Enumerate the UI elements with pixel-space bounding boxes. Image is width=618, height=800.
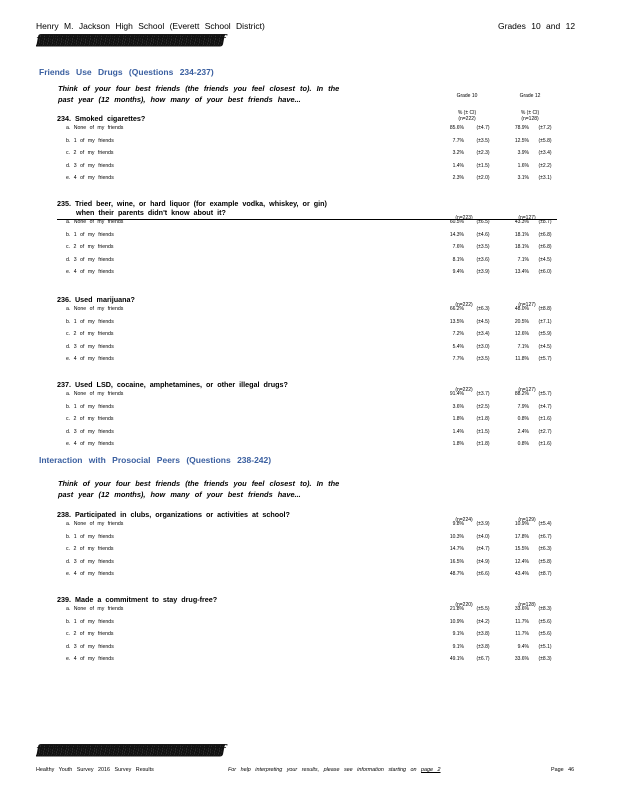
grade-12-ci-header	[507, 110, 553, 122]
n-count: (n=127)	[518, 387, 536, 393]
grade-12-percent: 7.1%	[517, 343, 529, 350]
table-row	[0, 559, 618, 569]
grade-10-percent: 8.1%	[452, 256, 464, 263]
answer-option-label: c. 2 of my friends	[66, 416, 114, 423]
table-row	[0, 391, 618, 401]
question-text: 239. Made a commitment to stay drug-free?	[57, 595, 218, 604]
grade-12-percent: 12.5%	[514, 137, 529, 144]
grade-12-percent: 18.1%	[514, 231, 529, 238]
table-row	[0, 404, 618, 414]
table-row	[0, 219, 618, 229]
answer-option-label: e. 4 of my friends	[66, 269, 114, 276]
grade-10-ci: (±3.9)	[476, 521, 490, 527]
n-count: (n=223)	[455, 215, 473, 221]
n-count: (n=127)	[518, 302, 536, 308]
grade-12-ci: (±5.8)	[538, 558, 552, 565]
grade-10-ci: (±2.3)	[476, 150, 490, 157]
grade-10-percent: 7.6%	[452, 244, 464, 251]
grade-12-percent: 33.6%	[514, 656, 529, 663]
grade-12-percent: 0.8%	[517, 441, 529, 448]
grade-10-ci: (±3.8)	[476, 631, 490, 638]
answer-option-label: d. 3 of my friends	[66, 643, 114, 650]
table-row	[0, 244, 618, 254]
grade-12-percent: 3.1%	[517, 175, 529, 182]
answer-option-label: c. 2 of my friends	[66, 631, 114, 638]
answer-option-label: d. 3 of my friends	[66, 428, 114, 435]
grade-10-ci: (±1.5)	[476, 428, 490, 435]
n-count: (n=128)	[518, 602, 536, 608]
answer-option-label: a. None of my friends	[66, 391, 124, 397]
grade-12-ci: (±3.1)	[538, 175, 552, 182]
grade-10-header: Grade 10	[456, 93, 478, 99]
ci-label: % (± CI)	[457, 110, 477, 116]
grade-12-ci: (±8.3)	[538, 656, 552, 663]
grade-12-ci: (±6.3)	[538, 546, 552, 553]
n-count: (n=220)	[455, 602, 473, 608]
n-count: (n=222)	[455, 387, 473, 393]
footer-help-label: For help interpreting your results, please see information starting on	[228, 767, 417, 773]
grade-10-ci: (±2.5)	[476, 403, 490, 410]
grade-12-ci: (±6.0)	[538, 269, 552, 276]
grade-10-percent: 9.4%	[452, 269, 464, 276]
grade-10-percent: 10.3%	[449, 533, 464, 540]
grade-12-ci: (±4.5)	[538, 256, 552, 263]
table-row	[0, 356, 618, 366]
n-count: (n=127)	[518, 215, 536, 221]
grade-12-ci: (±1.6)	[538, 441, 552, 448]
table-row	[0, 125, 618, 135]
grade-10-percent: 49.1%	[449, 656, 464, 663]
grade-10-percent: 85.6%	[449, 125, 464, 131]
grade-10-percent: 9.8%	[452, 521, 464, 527]
n-count: (n=128)	[521, 116, 539, 122]
report-header-grades: Grades 10 and 12	[498, 21, 576, 31]
grade-12-ci: (±5.8)	[538, 137, 552, 144]
grade-10-percent: 91.4%	[449, 391, 464, 397]
footer-page-number: Page 46	[551, 767, 575, 773]
grade-12-ci: (±5.7)	[538, 391, 552, 397]
section-title-prosocial-peers: Interaction with Prosocial Peers (Questions 238-242)	[39, 455, 272, 465]
grade-10-percent: 3.6%	[452, 403, 464, 410]
grade-12-percent: 88.2%	[514, 391, 529, 397]
grade-12-ci: (±8.7)	[538, 219, 552, 225]
answer-option-label: c. 2 of my friends	[66, 546, 114, 553]
grade-12-ci: (±7.2)	[538, 125, 552, 131]
table-row	[0, 521, 618, 531]
grade-12-percent: 48.0%	[514, 306, 529, 312]
grade-10-percent: 7.7%	[452, 137, 464, 144]
grade-12-ci: (±5.1)	[538, 643, 552, 650]
grade-10-ci: (±3.0)	[476, 343, 490, 350]
answer-option-label: a. None of my friends	[66, 125, 124, 131]
question-text: 237. Used LSD, cocaine, amphetamines, or other illegal drugs?	[57, 380, 288, 389]
answer-option-label: b. 1 of my friends	[66, 137, 114, 144]
grade-10-ci: (±3.4)	[476, 331, 490, 338]
table-row	[0, 138, 618, 148]
grade-12-ci: (±2.2)	[538, 162, 552, 169]
grade-12-percent: 0.8%	[517, 416, 529, 423]
answer-option-label: a. None of my friends	[66, 219, 124, 225]
n-count: (n=222)	[455, 302, 473, 308]
grade-12-percent: 11.7%	[515, 618, 529, 625]
grade-10-ci: (±3.5)	[476, 137, 490, 144]
answer-option-label: e. 4 of my friends	[66, 441, 114, 448]
grade-12-percent: 43.4%	[514, 571, 529, 578]
grade-10-percent: 2.3%	[452, 175, 464, 182]
grade-12-ci: (±5.4)	[538, 521, 552, 527]
grade-12-percent: 7.1%	[517, 256, 529, 263]
answer-option-label: d. 3 of my friends	[66, 162, 114, 169]
table-row	[0, 644, 618, 654]
grade-10-percent: 14.3%	[449, 231, 464, 238]
grade-10-ci: (±6.3)	[476, 306, 490, 312]
grade-12-percent: 12.4%	[514, 558, 529, 565]
question-text: 238. Participated in clubs, organizations or activities at school?	[57, 510, 290, 519]
table-row	[0, 546, 618, 556]
decorative-rule-top: ƒƒƒƒƒƒƒƒƒƒƒƒƒƒƒƒƒƒƒƒƒƒƒƒƒƒƒƒƒƒƒƒƒƒƒƒƒƒƒƒƒƒƒƒƒƒƒƒƒƒƒƒƒƒƒƒƒƒƒƒƒƒƒƒƒƒƒƒƒƒƒƒƒƒƒƒƒƒƒƒƒƒƒƒƒ	[36, 33, 223, 48]
grade-12-percent: 78.9%	[514, 125, 529, 131]
grade-10-ci: (±4.5)	[476, 318, 490, 325]
grade-12-ci: (±4.5)	[538, 343, 552, 350]
grade-10-percent: 7.7%	[452, 356, 464, 363]
grade-12-ci: (±5.9)	[538, 331, 552, 338]
answer-option-label: b. 1 of my friends	[66, 318, 114, 325]
grade-10-percent: 3.2%	[452, 150, 464, 157]
section-intro	[58, 478, 388, 500]
grade-12-percent: 7.9%	[517, 403, 529, 410]
grade-10-ci-header	[444, 110, 490, 122]
grade-10-percent: 1.4%	[452, 428, 464, 435]
answer-option-label: c. 2 of my friends	[66, 331, 114, 338]
answer-option-label: a. None of my friends	[66, 306, 124, 312]
grade-12-percent: 3.9%	[517, 150, 529, 157]
table-row	[0, 571, 618, 581]
table-row	[0, 175, 618, 185]
answer-option-label: b. 1 of my friends	[66, 533, 114, 540]
grade-12-percent: 12.6%	[514, 331, 529, 338]
grade-10-percent: 10.9%	[449, 618, 464, 625]
answer-option-label: d. 3 of my friends	[66, 256, 114, 263]
grade-10-percent: 9.1%	[452, 631, 464, 638]
n-count: (n=224)	[455, 517, 473, 523]
grade-10-ci: (±2.0)	[476, 175, 490, 182]
table-row	[0, 257, 618, 267]
footer-page-link[interactable]: page 2	[421, 767, 441, 773]
grade-10-ci: (±4.6)	[476, 231, 490, 238]
answer-option-label: b. 1 of my friends	[66, 231, 114, 238]
table-row	[0, 416, 618, 426]
report-header-school: Henry M. Jackson High School (Everett School District)	[36, 21, 265, 31]
grade-12-percent: 15.5%	[514, 546, 529, 553]
grade-10-ci: (±1.5)	[476, 162, 490, 169]
grade-12-percent: 17.8%	[514, 533, 529, 540]
grade-10-percent: 60.5%	[449, 219, 464, 225]
grade-12-header: Grade 12	[519, 93, 541, 99]
table-row	[0, 441, 618, 451]
question-text: 236. Used marijuana?	[57, 295, 135, 304]
grade-12-ci: (±5.6)	[538, 618, 552, 625]
intro-line: past year (12 months), how many of your best friends have...	[58, 490, 301, 499]
grade-10-ci: (±4.7)	[476, 125, 490, 131]
grade-10-ci: (±3.8)	[476, 643, 490, 650]
grade-12-ci: (±6.8)	[538, 231, 552, 238]
table-row	[0, 319, 618, 329]
grade-12-ci: (±5.7)	[538, 356, 552, 363]
grade-10-percent: 21.8%	[449, 606, 464, 612]
table-row	[0, 269, 618, 279]
grade-12-ci: (±1.6)	[538, 416, 552, 423]
grade-12-percent: 9.4%	[517, 643, 529, 650]
grade-10-percent: 16.5%	[449, 558, 464, 565]
intro-line: Think of your four best friends (the friends you feel closest to). In the	[58, 84, 340, 93]
table-row	[0, 606, 618, 616]
answer-option-label: e. 4 of my friends	[66, 656, 114, 663]
table-row	[0, 331, 618, 341]
answer-option-label: d. 3 of my friends	[66, 343, 114, 350]
table-row	[0, 429, 618, 439]
grade-12-ci: (±3.4)	[538, 150, 552, 157]
grade-10-ci: (±3.5)	[476, 356, 490, 363]
section-intro	[58, 83, 388, 105]
grade-12-percent: 43.3%	[514, 219, 529, 225]
grade-10-percent: 7.2%	[452, 331, 464, 338]
table-row	[0, 306, 618, 316]
table-row	[0, 534, 618, 544]
grade-10-ci: (±3.9)	[476, 269, 490, 276]
question-text: 235. Tried beer, wine, or hard liquor (for example vodka, whiskey, or gin)	[57, 199, 327, 208]
footer-survey-name: Healthy Youth Survey 2016 Survey Results	[36, 767, 154, 773]
answer-option-label: e. 4 of my friends	[66, 356, 114, 363]
answer-option-label: e. 4 of my friends	[66, 571, 114, 578]
answer-option-label: c. 2 of my friends	[66, 150, 114, 157]
answer-option-label: a. None of my friends	[66, 521, 124, 527]
table-row	[0, 631, 618, 641]
grade-12-percent: 1.6%	[517, 162, 529, 169]
intro-line: past year (12 months), how many of your best friends have...	[58, 95, 301, 104]
grade-10-ci: (±6.6)	[476, 571, 490, 578]
grade-12-percent: 20.5%	[514, 318, 529, 325]
table-row	[0, 232, 618, 242]
grade-12-percent: 13.4%	[514, 269, 529, 276]
grade-12-ci: (±5.6)	[538, 631, 552, 638]
grade-10-ci: (±1.8)	[476, 416, 490, 423]
grade-12-percent: 10.9%	[514, 521, 529, 527]
grade-10-ci: (±4.0)	[476, 533, 490, 540]
grade-12-ci: (±6.8)	[538, 244, 552, 251]
grade-10-ci: (±4.7)	[476, 546, 490, 553]
grade-12-ci: (±8.8)	[538, 306, 552, 312]
table-row	[0, 344, 618, 354]
answer-option-label: b. 1 of my friends	[66, 618, 114, 625]
ci-label: % (± CI)	[520, 110, 540, 116]
footer-help-text	[228, 767, 441, 773]
section-title-friends-use-drugs: Friends Use Drugs (Questions 234-237)	[39, 67, 214, 77]
grade-10-ci: (±3.5)	[476, 244, 490, 251]
grade-10-percent: 14.7%	[449, 546, 464, 553]
decorative-rule-bottom: ƒƒƒƒƒƒƒƒƒƒƒƒƒƒƒƒƒƒƒƒƒƒƒƒƒƒƒƒƒƒƒƒƒƒƒƒƒƒƒƒƒƒƒƒƒƒƒƒƒƒƒƒƒƒƒƒƒƒƒƒƒƒƒƒƒƒƒƒƒƒƒƒƒƒƒƒƒƒƒƒƒƒƒƒƒ	[36, 743, 223, 758]
table-row	[0, 163, 618, 173]
grade-10-percent: 1.8%	[452, 441, 464, 448]
answer-option-label: c. 2 of my friends	[66, 244, 114, 251]
grade-12-ci: (±6.7)	[538, 533, 552, 540]
grade-10-percent: 1.4%	[452, 162, 464, 169]
grade-12-ci: (±8.7)	[538, 571, 552, 578]
grade-10-ci: (±6.7)	[476, 656, 490, 663]
answer-option-label: a. None of my friends	[66, 606, 124, 612]
n-count: (n=129)	[518, 517, 536, 523]
grade-10-percent: 13.5%	[449, 318, 464, 325]
grade-10-percent: 1.8%	[452, 416, 464, 423]
grade-10-ci: (±4.9)	[476, 558, 490, 565]
grade-12-percent: 33.6%	[514, 606, 529, 612]
question-text: when their parents didn't know about it?	[76, 208, 226, 217]
grade-10-percent: 48.7%	[449, 571, 464, 578]
grade-10-percent: 5.4%	[452, 343, 464, 350]
grade-10-percent: 9.1%	[452, 643, 464, 650]
answer-option-label: d. 3 of my friends	[66, 558, 114, 565]
grade-10-ci: (±3.6)	[476, 256, 490, 263]
grade-10-ci: (±4.2)	[476, 618, 490, 625]
grade-10-percent: 66.2%	[449, 306, 464, 312]
grade-12-ci: (±4.7)	[538, 403, 552, 410]
question-text: 234. Smoked cigarettes?	[57, 114, 146, 123]
grade-12-ci: (±7.1)	[538, 318, 552, 325]
grade-10-ci: (±6.5)	[476, 219, 490, 225]
grade-12-percent: 11.7%	[515, 631, 529, 638]
grade-12-ci: (±8.3)	[538, 606, 552, 612]
grade-10-ci: (±1.8)	[476, 441, 490, 448]
grade-10-ci: (±3.7)	[476, 391, 490, 397]
grade-12-ci: (±2.7)	[538, 428, 552, 435]
intro-line: Think of your four best friends (the friends you feel closest to). In the	[58, 479, 340, 488]
grade-12-percent: 11.8%	[515, 356, 529, 363]
grade-12-percent: 18.1%	[514, 244, 529, 251]
grade-10-ci: (±5.5)	[476, 606, 490, 612]
table-row	[0, 150, 618, 160]
n-count: (n=222)	[458, 116, 476, 122]
answer-option-label: e. 4 of my friends	[66, 175, 114, 182]
table-row	[0, 656, 618, 666]
table-row	[0, 619, 618, 629]
grade-12-percent: 2.4%	[517, 428, 529, 435]
answer-option-label: b. 1 of my friends	[66, 403, 114, 410]
